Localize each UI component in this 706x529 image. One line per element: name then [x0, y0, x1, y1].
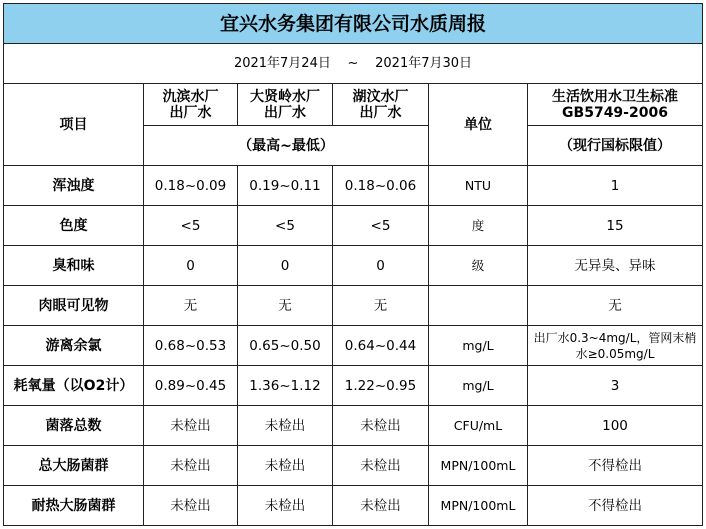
header-unit: 单位	[429, 84, 528, 166]
plant-1-sub: 出厂水	[169, 104, 212, 121]
table-row	[4, 486, 703, 526]
table-row	[4, 166, 703, 206]
row-value-plant-3: 0	[333, 246, 429, 286]
table-row	[4, 326, 703, 366]
plant-3-sub: 出厂水	[359, 104, 402, 121]
row-unit: MPN/100mL	[429, 446, 528, 486]
row-value-plant-2: 0	[238, 246, 333, 286]
row-standard: 不得检出	[528, 486, 703, 526]
row-value-plant-3: <5	[333, 206, 429, 246]
row-value-plant-2: 未检出	[238, 406, 333, 446]
row-item: 肉眼可见物	[4, 286, 144, 326]
row-value-plant-2: 0.19~0.11	[238, 166, 333, 206]
row-value-plant-1: 未检出	[144, 486, 238, 526]
row-value-plant-3: 0.18~0.06	[333, 166, 429, 206]
date-range	[4, 44, 703, 84]
row-value-plant-1: 0.89~0.45	[144, 366, 238, 406]
row-item: 游离余氯	[4, 326, 144, 366]
date-start: 2021年7月24日	[233, 55, 331, 71]
row-standard: 15	[528, 206, 703, 246]
header-standard	[528, 84, 703, 126]
table-row	[4, 206, 703, 246]
row-value-plant-3: 未检出	[333, 446, 429, 486]
table-row	[4, 446, 703, 486]
row-value-plant-1: 0.18~0.09	[144, 166, 238, 206]
table-row	[4, 406, 703, 446]
row-value-plant-3: 无	[333, 286, 429, 326]
row-item: 色度	[4, 206, 144, 246]
row-unit: mg/L	[429, 366, 528, 406]
plant-1-name: 氿滨水厂	[162, 88, 219, 105]
row-item: 浑浊度	[4, 166, 144, 206]
row-unit: MPN/100mL	[429, 486, 528, 526]
plant-2-name: 大贤岭水厂	[250, 88, 320, 105]
row-item: 耗氧量（以O2计）	[4, 366, 144, 406]
row-unit: NTU	[429, 166, 528, 206]
row-value-plant-3: 1.22~0.95	[333, 366, 429, 406]
row-unit: 度	[429, 206, 528, 246]
row-item: 耐热大肠菌群	[4, 486, 144, 526]
plant-2-sub: 出厂水	[264, 104, 306, 121]
header-plant-2	[238, 84, 333, 126]
row-standard: 无	[528, 286, 703, 326]
row-value-plant-2: 未检出	[238, 446, 333, 486]
row-value-plant-3: 未检出	[333, 486, 429, 526]
row-standard: 1	[528, 166, 703, 206]
table-row	[4, 366, 703, 406]
date-end: 2021年7月30日	[375, 55, 473, 71]
header-plant-3	[333, 84, 429, 126]
row-value-plant-1: 未检出	[144, 406, 238, 446]
row-standard: 不得检出	[528, 446, 703, 486]
header-item: 项目	[4, 84, 144, 166]
row-item: 总大肠菌群	[4, 446, 144, 486]
row-unit: mg/L	[429, 326, 528, 366]
row-value-plant-1: 无	[144, 286, 238, 326]
row-unit: CFU/mL	[429, 406, 528, 446]
row-value-plant-2: 1.36~1.12	[238, 366, 333, 406]
row-value-plant-3: 0.64~0.44	[333, 326, 429, 366]
row-value-plant-2: 未检出	[238, 486, 333, 526]
header-plant-1	[144, 84, 238, 126]
date-separator: ~	[347, 55, 359, 71]
row-value-plant-1: 0.68~0.53	[144, 326, 238, 366]
standard-name: 生活饮用水卫生标准	[552, 88, 678, 105]
row-value-plant-2: 无	[238, 286, 333, 326]
plant-3-name: 湖汶水厂	[352, 88, 409, 105]
water-quality-table	[3, 3, 703, 526]
row-standard: 出厂水0.3~4mg/L，管网末梢水≥0.05mg/L	[528, 326, 703, 366]
row-value-plant-3: 未检出	[333, 406, 429, 446]
header-range-note: （最高~最低）	[144, 126, 429, 166]
report-title: 宜兴水务集团有限公司水质周报	[4, 4, 703, 44]
row-value-plant-1: <5	[144, 206, 238, 246]
row-value-plant-1: 0	[144, 246, 238, 286]
row-item: 臭和味	[4, 246, 144, 286]
row-standard: 100	[528, 406, 703, 446]
table-row	[4, 286, 703, 326]
row-standard: 3	[528, 366, 703, 406]
row-unit	[429, 286, 528, 326]
row-item: 菌落总数	[4, 406, 144, 446]
row-unit: 级	[429, 246, 528, 286]
row-value-plant-1: 未检出	[144, 446, 238, 486]
standard-code: GB5749-2006	[562, 104, 668, 121]
row-value-plant-2: 0.65~0.50	[238, 326, 333, 366]
row-standard: 无异臭、异味	[528, 246, 703, 286]
table-row	[4, 246, 703, 286]
header-standard-note: （现行国标限值）	[528, 126, 703, 166]
row-value-plant-2: <5	[238, 206, 333, 246]
